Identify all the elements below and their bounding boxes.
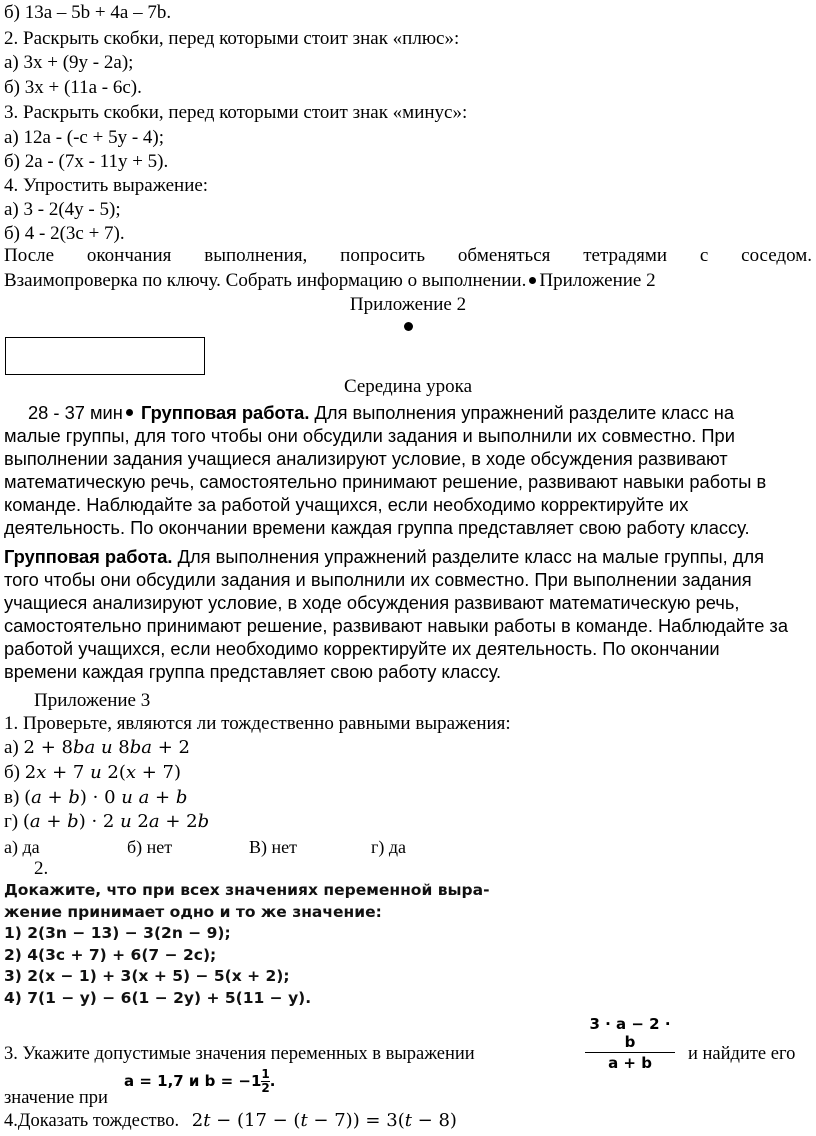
task3a: а) 12а - (-с + 5у - 4); [4, 127, 165, 148]
group-work-paragraph-1 [4, 401, 794, 539]
bullet-icon [529, 277, 536, 284]
textbook-line: жение принимает одно и то же значение: [4, 902, 382, 921]
task4-heading: 4. Упростить выражение: [4, 175, 209, 196]
appendix3-title: Приложение 3 [34, 690, 151, 711]
group-work-label: Групповая работа. [4, 546, 173, 567]
task2b: б) 3х + (11а - 6с). [4, 77, 142, 98]
textbook-line: 1) 2(3n − 13) − 3(2n − 9); [4, 924, 231, 942]
textbook-line: 4) 7(1 − y) − 6(1 − 2y) + 5(11 − y). [4, 988, 312, 1007]
question-2-number: 2. [34, 858, 49, 879]
condition-fraction: $\frac{1}{2}$ [261, 1067, 270, 1095]
group-work-text: Для выполнения упражнений разделите класс на малые группы, для того чтобы они обсудили задания и выполнили их совместно. При выполнении задания учащиеся анализируют условие, в ходе обсуждения развивают математическую речь, самостоятельно принимают решение, развивают навыки работы в команде. Наблюдайте за работой учащихся, если необходимо корректируйте их деятельность. По окончании времени каждая группа представляет свою работу классу. [4, 402, 767, 538]
fraction-expression [585, 1015, 675, 1072]
instruction-appendix-ref: Приложение 2 [539, 270, 656, 291]
group-work-label: Групповая работа. [140, 402, 310, 423]
time-range: 28 - 37 мин [28, 402, 123, 423]
question-3-end: и найдите его [688, 1044, 796, 1064]
value-condition: a = 1,7 и b = −1 $\frac{1}{2}$ . [124, 1067, 276, 1095]
answer-d: г) да [371, 837, 407, 857]
question-1: 1. Проверьте, являются ли тождественно равными выражения: [4, 713, 511, 734]
task3-heading: 3. Раскрыть скобки, перед которыми стоит знак «минус»: [4, 102, 468, 123]
instruction-line1: После окончания выполнения, попросить обменяться тетрадями с соседом. [4, 245, 812, 266]
instruction-text: Взаимопроверка по ключу. Собрать информацию о выполнении. [4, 270, 527, 291]
question-4-label: 4.Доказать тождество. [4, 1111, 180, 1131]
bullet-icon [126, 409, 133, 416]
instruction-line2 [4, 270, 656, 292]
textbook-line: Докажите, что при всех значениях переменной выра- [4, 881, 490, 899]
task4b: б) 4 - 2(3с + 7). [4, 223, 125, 244]
appendix2-title: Приложение 2 [349, 294, 467, 315]
question-3-line2: значение при [4, 1088, 108, 1108]
expr-c: в) (a + b) · 0 и a + b [4, 787, 188, 808]
answer-b: б) нет [127, 837, 173, 857]
question-4 [4, 1110, 457, 1132]
textbook-line: 3) 2(x − 1) + 3(x + 5) − 5(x + 2); [4, 967, 290, 985]
textbook-line: 2) 4(3c + 7) + 6(7 − 2c); [4, 945, 217, 964]
group-work-text: Для выполнения упражнений разделите класс на малые группы, для того чтобы они обсудили задания и выполнили их совместно. При выполнении задания учащиеся анализируют условие, в ходе обсуждения развивают математическую речь, самостоятельно принимают решение, развивают навыки работы в команде. Наблюдайте за работой учащихся, если необходимо корректируйте их деятельность. По окончании времени каждая группа представляет свою работу классу. [4, 546, 788, 682]
expr-d: г) (a + b) · 2 и 2a + 2b [4, 811, 210, 832]
question-3-start: 3. Укажите допустимые значения переменных в выражении [4, 1044, 475, 1064]
task2-heading: 2. Раскрыть скобки, перед которыми стоит знак «плюс»: [4, 28, 460, 49]
expr-a: а) 2 + 8ba и 8ba + 2 [4, 737, 190, 758]
middle-title: Середина урока [343, 376, 473, 397]
task3b: б) 2а - (7х - 11у + 5). [4, 151, 169, 172]
expr-b: б) 2x + 7 и 2(x + 7) [4, 762, 182, 783]
answer-c: В) нет [249, 837, 297, 857]
textbook-excerpt [4, 880, 544, 1009]
fraction-numerator: 3 · a − 2 · b [585, 1015, 675, 1053]
task4a: а) 3 - 2(4у - 5); [4, 199, 121, 220]
answer-a: а) да [4, 837, 40, 857]
identity-expression: 2t − (17 − (t − 7)) = 3(t − 8) [191, 1110, 457, 1131]
task1b: б) 13a – 5b + 4a – 7b. [4, 2, 172, 23]
fraction-denominator: a + b [608, 1054, 652, 1072]
bullet-icon [404, 322, 413, 331]
group-work-paragraph-2 [4, 545, 794, 683]
task2a: а) 3х + (9у - 2а); [4, 52, 134, 73]
empty-box [5, 337, 205, 375]
